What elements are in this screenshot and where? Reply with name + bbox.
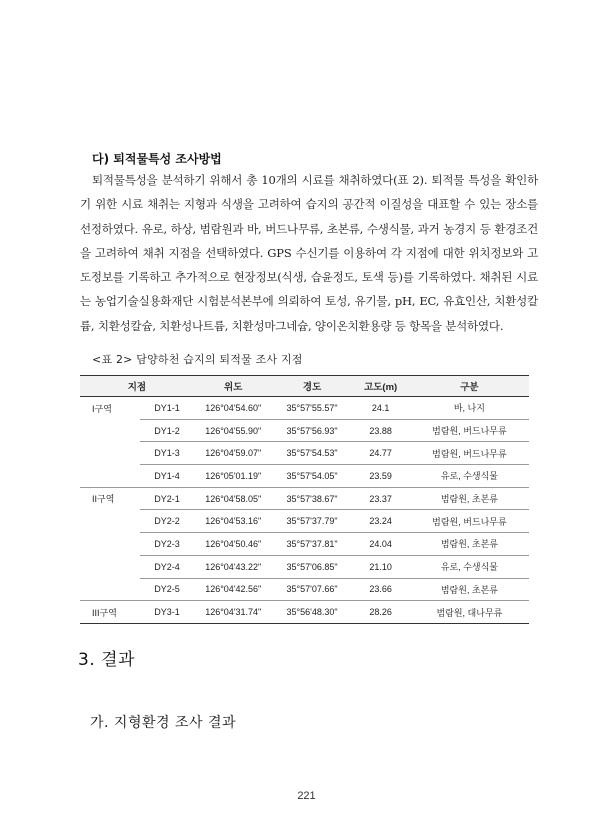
site-cell: DY2-4 [140,555,194,578]
zone-cell [80,510,140,533]
table-row [80,465,529,488]
site-cell: DY2-5 [140,578,194,601]
latitude-cell: 35°56'48.30" [273,601,352,624]
altitude-cell: 23.24 [351,510,409,533]
header-category: 구분 [410,376,529,397]
subheading-sediment-method: 다) 퇴적물특성 조사방법 [92,152,222,166]
latitude-cell: 35°57'37.81" [273,533,352,556]
category-cell: 범람원, 초본류 [410,487,529,510]
longitude-cell: 126°04'43.22" [194,555,273,578]
category-cell: 범람원, 대나무류 [410,601,529,624]
table-row [80,578,529,601]
table-row [80,510,529,533]
altitude-cell: 24.77 [351,442,409,465]
zone-cell [80,578,140,601]
sampling-sites-table [80,375,529,624]
site-cell: DY1-2 [140,419,194,442]
longitude-cell: 126°05'01.19" [194,465,273,488]
table-row [80,601,529,624]
altitude-cell: 24.04 [351,533,409,556]
longitude-cell: 126°04'42.56" [194,578,273,601]
longitude-cell: 126°04'50.46" [194,533,273,556]
category-cell: 범람원, 초본류 [410,533,529,556]
longitude-cell: 126°04'59.07" [194,442,273,465]
latitude-cell: 35°57'54.53" [273,442,352,465]
latitude-cell: 35°57'54.05" [273,465,352,488]
site-cell: DY1-1 [140,397,194,420]
latitude-cell: 35°57'38.67" [273,487,352,510]
zone-cell [80,555,140,578]
longitude-cell: 126°04'55.90" [194,419,273,442]
longitude-cell: 126°04'58.05" [194,487,273,510]
category-cell: 범람원, 버드나무류 [410,510,529,533]
table-row [80,555,529,578]
site-cell: DY3-1 [140,601,194,624]
zone-cell: I구역 [92,403,112,414]
header-longitude: 위도 [194,376,273,397]
altitude-cell: 21.10 [351,555,409,578]
zone-cell: III구역 [80,601,140,624]
category-cell: 범람원, 초본류 [410,578,529,601]
site-cell: DY1-3 [140,442,194,465]
table-header-row [80,376,529,397]
altitude-cell: 23.37 [351,487,409,510]
zone-cell: II구역 [92,494,115,505]
category-cell: 범람원, 버드나무류 [410,442,529,465]
category-cell: 유로, 수생식물 [410,465,529,488]
latitude-cell: 35°57'37.79" [273,510,352,533]
header-site: 지점 [80,376,194,397]
longitude-cell: 126°04'54.60" [194,397,273,420]
page-number: 221 [297,790,316,802]
table-row [80,397,529,420]
header-latitude: 경도 [273,376,352,397]
site-cell: DY2-3 [140,533,194,556]
zone-cell [80,465,140,488]
subsection-heading-terrain: 가. 지형환경 조사 결과 [90,715,237,731]
table-row [80,442,529,465]
table-row [80,487,529,510]
altitude-cell: 28.26 [351,601,409,624]
category-cell: 유로, 수생식물 [410,555,529,578]
altitude-cell: 23.59 [351,465,409,488]
longitude-cell: 126°04'53.16" [194,510,273,533]
longitude-cell: 126°04'31.74" [194,601,273,624]
table-row [80,533,529,556]
latitude-cell: 35°57'06.85" [273,555,352,578]
altitude-cell: 23.66 [351,578,409,601]
altitude-cell: 24.1 [351,397,409,420]
site-cell: DY1-4 [140,465,194,488]
category-cell: 범람원, 버드나무류 [410,419,529,442]
category-cell: 바, 나지 [410,397,529,420]
zone-cell [80,419,140,442]
section-heading-results: 3. 결과 [78,650,135,670]
site-cell: DY2-1 [140,487,194,510]
body-paragraph: 퇴적물특성을 분석하기 위해서 총 10개의 시료를 채취하였다(표 2). 퇴적물 특성을 확인하기 위한 시료 채취는 지형과 식생을 고려하여 습지의 공간적 이질성을 대표할 수 있는 장소를 선정하였다. 유로, 하상, 범람원과 바, 버드나무류, 초본류, 수생식물, 과거 농경지 등 환경조건을 고려하여 채취 지점을 선택하였다. GPS 수신기를 이용하여 각 지점에 대한 위치정보와 고도정보를 기록하고 추가적으로 현장정보(식생, 습윤정도, 토색 등)를 기록하였다. 채취된 시료는 농업기술실용화재단 시험분석본부에 의뢰하여 토성, 유기물, pH, EC, 유효인산, 치환성칼륨, 치환성칼슘, 치환성나트륨, 치환성마그네슘, 양이온치환용량 등 항목을 분석하였다. [80,173,538,333]
latitude-cell: 35°57'56.93" [273,419,352,442]
table-row [80,419,529,442]
latitude-cell: 35°57'55.57" [273,397,352,420]
table-caption: <표 2> 담양하천 습지의 퇴적물 조사 지점 [92,353,303,366]
zone-cell [80,533,140,556]
latitude-cell: 35°57'07.66" [273,578,352,601]
header-altitude: 고도(m) [351,376,409,397]
zone-cell [80,442,140,465]
altitude-cell: 23.88 [351,419,409,442]
site-cell: DY2-2 [140,510,194,533]
